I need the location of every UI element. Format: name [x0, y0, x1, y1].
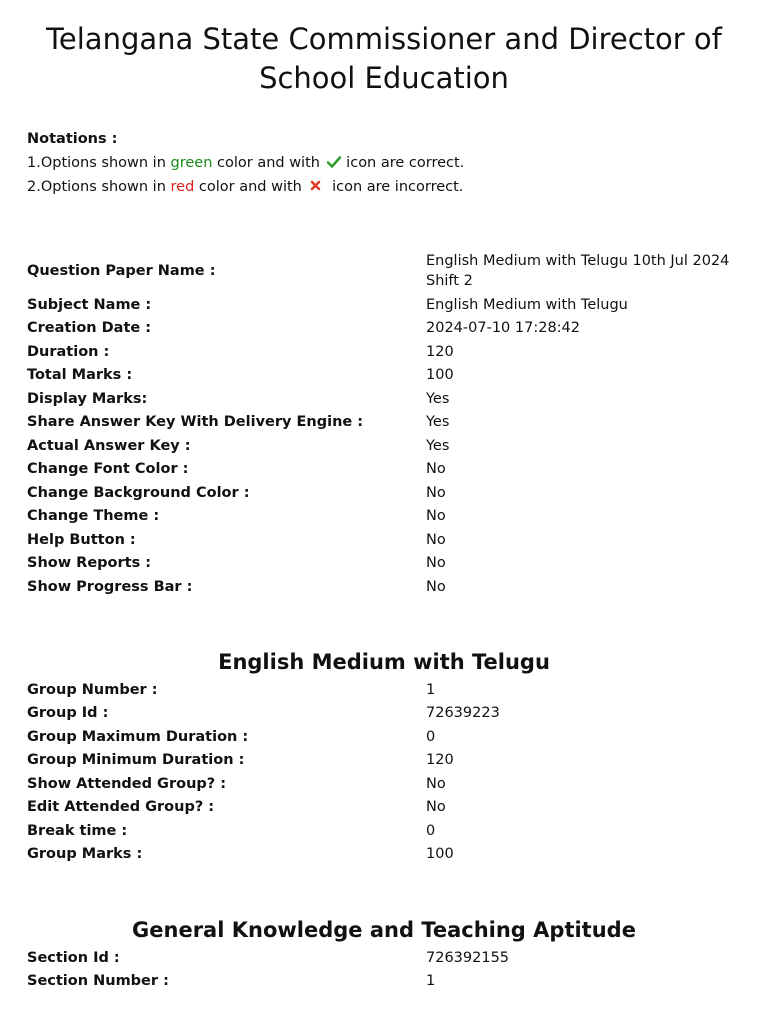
notation-incorrect-middle: color and with — [194, 179, 307, 195]
table-row — [27, 702, 742, 726]
info-label: Share Answer Key With Delivery Engine : — [27, 414, 364, 431]
table-row — [27, 575, 742, 599]
group-label: Show Attended Group? : — [27, 775, 227, 792]
info-label: Change Font Color : — [27, 461, 189, 478]
group-info-table — [27, 678, 742, 866]
table-row — [27, 749, 742, 773]
info-value: No — [426, 508, 446, 525]
group-value: 120 — [426, 752, 454, 769]
info-value: Yes — [426, 437, 450, 454]
group-label: Break time : — [27, 822, 128, 839]
section-heading: General Knowledge and Teaching Aptitude — [132, 918, 636, 942]
table-row — [27, 772, 742, 796]
notation-correct — [27, 151, 464, 175]
info-label: Display Marks: — [27, 390, 148, 407]
notation-correct-prefix: 1.Options shown in — [27, 155, 171, 171]
page-title: Telangana State Commissioner and Director of School Education — [46, 22, 722, 95]
table-row — [27, 725, 742, 749]
table-row — [27, 796, 742, 820]
cross-icon — [310, 180, 321, 191]
group-value: No — [426, 799, 446, 816]
notation-incorrect — [27, 175, 464, 199]
table-row — [27, 364, 742, 388]
info-label: Show Progress Bar : — [27, 578, 193, 595]
info-value: No — [426, 531, 446, 548]
section-value: 726392155 — [426, 949, 510, 966]
group-value: 1 — [426, 681, 436, 698]
group-label: Group Marks : — [27, 846, 143, 863]
notation-incorrect-prefix: 2.Options shown in — [27, 179, 171, 195]
info-label: Show Reports : — [27, 555, 152, 572]
table-row — [27, 946, 742, 970]
group-label: Edit Attended Group? : — [27, 799, 215, 816]
table-row — [27, 340, 742, 364]
info-label: Subject Name : — [27, 296, 152, 313]
section-label: Section Number : — [27, 973, 169, 990]
notations-heading: Notations : — [27, 131, 118, 147]
group-value: 100 — [426, 846, 454, 863]
info-value: English Medium with Telugu — [426, 296, 628, 313]
info-value: No — [426, 484, 446, 501]
group-label: Group Number : — [27, 681, 158, 698]
info-value: No — [426, 461, 446, 478]
table-row — [27, 970, 742, 994]
table-row — [27, 249, 742, 293]
group-value: No — [426, 775, 446, 792]
table-row — [27, 528, 742, 552]
table-row — [27, 458, 742, 482]
info-value: 100 — [426, 367, 454, 384]
table-row — [27, 678, 742, 702]
group-label: Group Id : — [27, 705, 109, 722]
info-label: Total Marks : — [27, 367, 133, 384]
info-value: Yes — [426, 414, 450, 431]
table-row — [27, 411, 742, 435]
info-label: Actual Answer Key : — [27, 437, 191, 454]
info-label: Creation Date : — [27, 320, 152, 337]
group-label: Group Maximum Duration : — [27, 728, 249, 745]
table-row — [27, 387, 742, 411]
table-row — [27, 505, 742, 529]
notation-red-word: red — [170, 179, 195, 195]
group-label: Group Minimum Duration : — [27, 752, 245, 769]
table-row — [27, 293, 742, 317]
info-value: No — [426, 578, 446, 595]
info-value: English Medium with Telugu 10th Jul 2024 Shift 2 — [426, 253, 730, 289]
info-value: No — [426, 555, 446, 572]
section-info-table — [27, 946, 742, 993]
info-value: 120 — [426, 343, 454, 360]
group-value: 72639223 — [426, 705, 500, 722]
group-value: 0 — [426, 728, 436, 745]
info-label: Change Theme : — [27, 508, 160, 525]
notation-correct-middle: color and with — [212, 155, 325, 171]
table-row — [27, 434, 742, 458]
info-label: Help Button : — [27, 531, 136, 548]
table-row — [27, 843, 742, 867]
info-value: 2024-07-10 17:28:42 — [426, 320, 580, 337]
info-value: Yes — [426, 390, 450, 407]
section-value: 1 — [426, 973, 436, 990]
table-row — [27, 552, 742, 576]
question-paper-info-table — [27, 249, 742, 599]
table-row — [27, 317, 742, 341]
info-label: Change Background Color : — [27, 484, 250, 501]
group-heading: English Medium with Telugu — [218, 650, 550, 674]
notation-green-word: green — [170, 155, 213, 171]
notation-correct-suffix: icon are correct. — [341, 155, 465, 171]
group-value: 0 — [426, 822, 436, 839]
notation-incorrect-suffix: icon are incorrect. — [327, 179, 464, 195]
info-label: Question Paper Name : — [27, 263, 216, 279]
table-row — [27, 481, 742, 505]
table-row — [27, 819, 742, 843]
notations — [27, 127, 464, 199]
check-icon — [327, 156, 341, 168]
section-label: Section Id : — [27, 949, 120, 966]
info-label: Duration : — [27, 343, 110, 360]
